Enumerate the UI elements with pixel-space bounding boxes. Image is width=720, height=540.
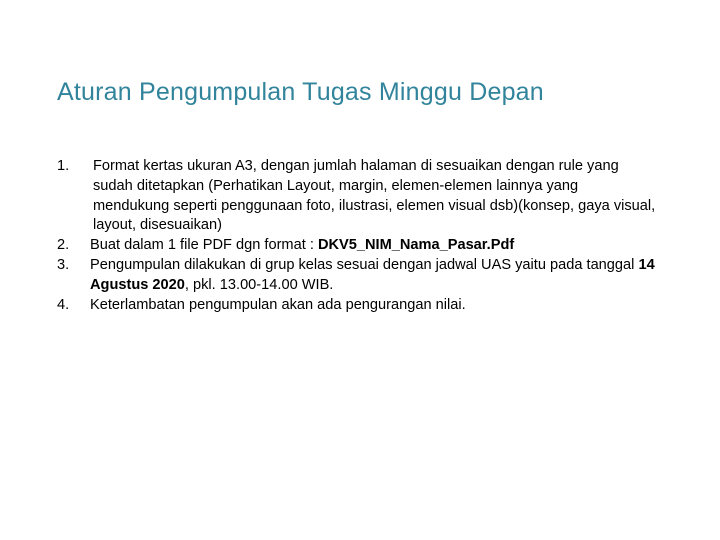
list-item-number: 1. xyxy=(57,158,70,174)
rules-list xyxy=(57,157,657,315)
deadline-date: 14 Agustus 2020 xyxy=(90,256,655,293)
list-item xyxy=(57,296,657,316)
list-item-number: 2. xyxy=(57,237,70,254)
list-item-text-plain: Buat dalam 1 file PDF dgn format : xyxy=(90,237,318,254)
list-item xyxy=(57,157,657,236)
file-name-format: DKV5_NIM_Nama_Pasar.Pdf xyxy=(317,237,515,254)
list-item-text: Keterlambatan pengumpulan akan ada pengurangan nilai. xyxy=(90,296,466,313)
list-item-text xyxy=(90,236,657,256)
list-item-text: Format kertas ukuran A3, dengan jumlah halaman di sesuaikan dengan rule yang sudah ditetapkan (Perhatikan Layout, margin, elemen-elemen lainnya yang mendukung seperti penggunaan foto, ilustrasi, elemen visual dsb)(konsep, gaya visual, layout, disesuaikan) xyxy=(93,158,656,234)
list-item-number: 4. xyxy=(57,296,70,313)
list-item xyxy=(57,256,657,296)
list-item-number: 3. xyxy=(57,256,70,273)
page-title: Aturan Pengumpulan Tugas Minggu Depan xyxy=(57,78,544,106)
list-item-text-plain: Pengumpulan dilakukan di grup kelas sesuai dengan jadwal UAS yaitu pada tanggal xyxy=(90,256,639,273)
list-item-text-plain: , pkl. 13.00-14.00 WIB. xyxy=(184,276,334,293)
list-item xyxy=(57,236,657,256)
list-item-text xyxy=(90,256,657,296)
